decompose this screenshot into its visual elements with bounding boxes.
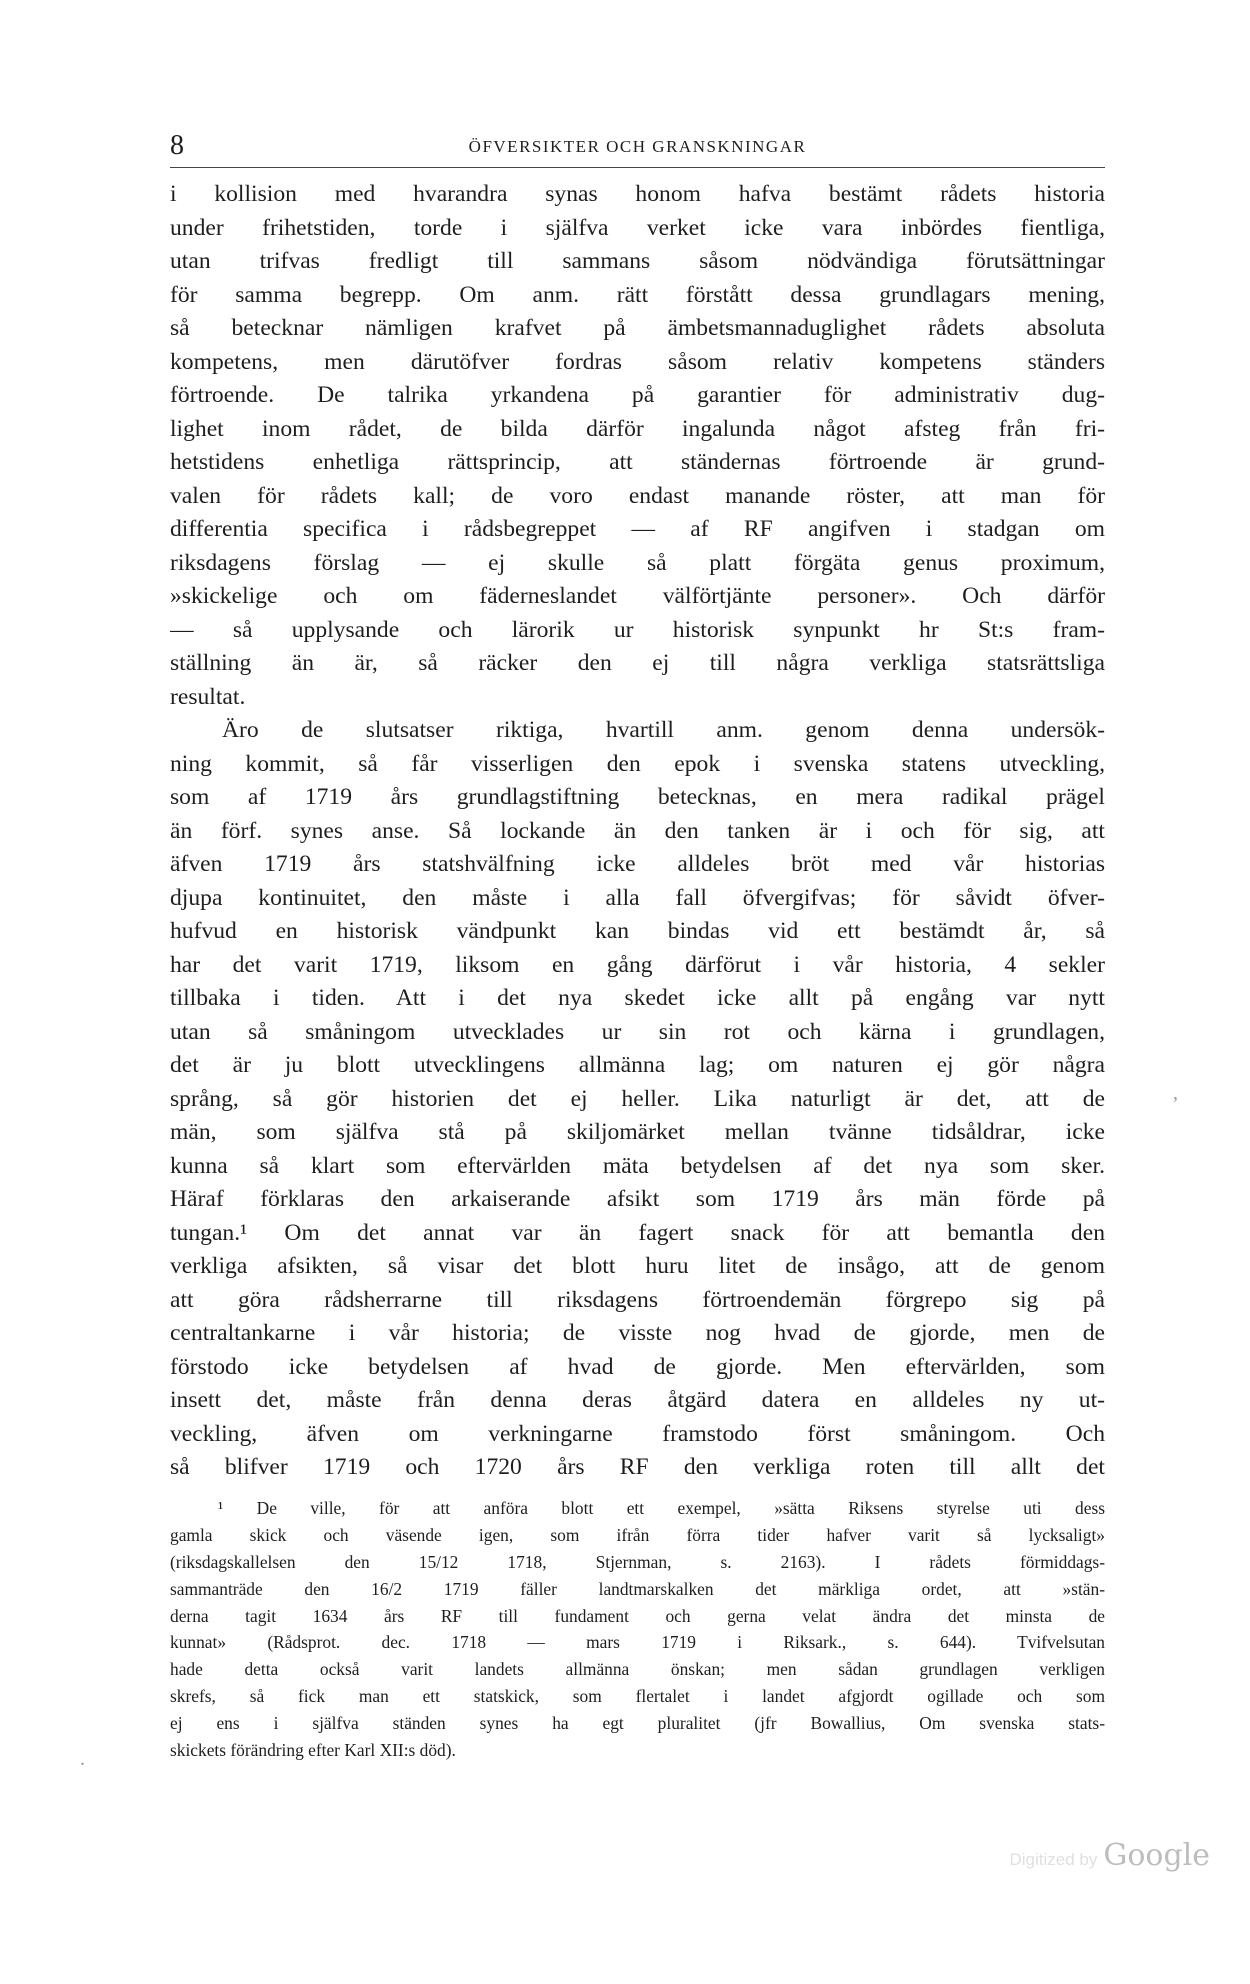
header-rule <box>170 167 1105 168</box>
footnote-line: skrefs, så fick man ett statskick, som flertalet i landet afgjordt ogillade och som <box>170 1686 1105 1707</box>
scan-speck: , <box>1173 1082 1178 1104</box>
footnote-line: hade detta också varit landets allmänna önskan; men sådan grundlagen verkligen <box>170 1659 1105 1680</box>
body-line: insett det, måste från denna deras åtgärd datera en alldeles ny ut- <box>170 1387 1105 1413</box>
body-line: »skickelige och om fäderneslandet välförtjänte personer». Och därför <box>170 583 1105 609</box>
body-line: hufvud en historisk vändpunkt kan bindas vid ett bestämdt år, så <box>170 918 1105 944</box>
body-line: under frihetstiden, torde i själfva verket icke vara inbördes fientliga, <box>170 214 1105 241</box>
footnote-line: kunnat» (Rådsprot. dec. 1718 — mars 1719 i Riksark., s. 644). Tvifvelsutan <box>170 1632 1105 1653</box>
body-line: veckling, äfven om verkningarne framstodo först småningom. Och <box>170 1420 1105 1447</box>
body-line: förstodo icke betydelsen af hvad de gjorde. Men eftervärlden, som <box>170 1353 1105 1380</box>
body-line: Häraf förklaras den arkaiserande afsikt som 1719 års män förde på <box>170 1186 1105 1212</box>
body-line: utan trifvas fredligt till sammans såsom nödvändiga förutsättningar <box>170 248 1105 274</box>
footnote-line: ¹ De ville, för att anföra blott ett exempel, »sätta Riksens styrelse uti dess <box>218 1498 1105 1518</box>
watermark-prefix: Digitized by <box>1009 1850 1098 1869</box>
body-line: kunna så klart som eftervärlden mäta betydelsen af det nya som sker. <box>170 1152 1105 1179</box>
body-line: förtroende. De talrika yrkandena på garantier för administrativ dug- <box>170 382 1105 408</box>
footnote-line: (riksdagskallelsen den 15/12 1718, Stjernman, s. 2163). I rådets förmiddags- <box>170 1551 1105 1572</box>
body-line: det är ju blott utvecklingens allmänna lag; om naturen ej gör några <box>170 1052 1105 1078</box>
body-line: för samma begrepp. Om anm. rätt förstått dessa grundlagars mening, <box>170 281 1105 308</box>
body-line: verkliga afsikten, så visar det blott huru litet de insågo, att de genom <box>170 1253 1105 1279</box>
body-line: att göra rådsherrarne till riksdagens förtroendemän förgrepo sig på <box>170 1286 1105 1313</box>
body-line: — så upplysande och lärorik ur historisk synpunkt hr St:s fram- <box>170 616 1105 643</box>
body-line: ning kommit, så får visserligen den epok i svenska statens utveckling, <box>170 750 1105 777</box>
body-line: centraltankarne i vår historia; de visste nog hvad de gjorde, men de <box>170 1320 1105 1346</box>
body-line: djupa kontinuitet, den måste i alla fall öfvergifvas; för såvidt öfver- <box>170 884 1105 911</box>
page-number: 8 <box>170 130 184 161</box>
footnote-line: sammanträde den 16/2 1719 fäller landtmarskalken det märkliga ordet, att »stän- <box>170 1578 1105 1599</box>
body-line: differentia specifica i rådsbegreppet — af RF angifven i stadgan om <box>170 516 1105 542</box>
body-line: resultat. <box>170 683 246 710</box>
body-line: så blifver 1719 och 1720 års RF den verkliga roten till allt det <box>170 1454 1105 1480</box>
body-line: språng, så gör historien det ej heller. Lika naturligt är det, att de <box>170 1085 1105 1112</box>
body-line: utan så småningom utvecklades ur sin rot och kärna i grundlagen, <box>170 1018 1105 1045</box>
running-head: ÖFVERSIKTER OCH GRANSKNINGAR <box>468 137 807 156</box>
body-line: så betecknar nämligen krafvet på ämbetsmannaduglighet rådets absoluta <box>170 315 1105 341</box>
body-line: tillbaka i tiden. Att i det nya skedet icke allt på engång var nytt <box>170 985 1105 1011</box>
body-line: tungan.¹ Om det annat var än fagert snack för att bemantla den <box>170 1219 1105 1246</box>
body-line: män, som själfva stå på skiljomärket mellan tvänne tidsåldrar, icke <box>170 1119 1105 1145</box>
body-line: lighet inom rådet, de bilda därför ingalunda något afsteg från fri- <box>170 415 1105 442</box>
body-line: valen för rådets kall; de voro endast manande röster, att man för <box>170 482 1105 509</box>
page-header <box>170 126 1105 166</box>
scan-speck: . <box>80 1748 85 1770</box>
digitization-watermark <box>1009 1836 1210 1880</box>
footnote-line: gamla skick och väsende igen, som ifrån förra tider hafver varit så lycksaligt» <box>170 1524 1105 1545</box>
body-line: ställning än är, så räcker den ej till några verkliga statsrättsliga <box>170 650 1105 676</box>
body-line: riksdagens förslag — ej skulle så platt förgäta genus proximum, <box>170 549 1105 576</box>
footnote-line: skickets förändring efter Karl XII:s död). <box>170 1740 456 1761</box>
body-line: än förf. synes anse. Så lockande än den tanken är i och för sig, att <box>170 817 1105 844</box>
watermark-brand: Google <box>1103 1838 1210 1873</box>
footnote-line: derna tagit 1634 års RF till fundament och gerna velat ändra det minsta de <box>170 1605 1105 1626</box>
footnote-line: ej ens i själfva ständen synes ha egt pluralitet (jfr Bowallius, Om svenska stats- <box>170 1713 1105 1734</box>
body-line: äfven 1719 års statshvälfning icke alldeles bröt med vår historias <box>170 851 1105 877</box>
body-line: hetstidens enhetliga rättsprincip, att ständernas förtroende är grund- <box>170 449 1105 475</box>
body-line: kompetens, men därutöfver fordras såsom relativ kompetens ständers <box>170 348 1105 375</box>
body-line: som af 1719 års grundlagstiftning betecknas, en mera radikal prägel <box>170 784 1105 810</box>
body-line: i kollision med hvarandra synas honom hafva bestämt rådets historia <box>170 181 1105 207</box>
footnote <box>170 1495 1105 1764</box>
body-line: Äro de slutsatser riktiga, hvartill anm. genom denna undersök- <box>222 717 1105 743</box>
body-text <box>170 178 1105 1485</box>
body-line: har det varit 1719, liksom en gång därförut i vår historia, 4 sekler <box>170 951 1105 978</box>
